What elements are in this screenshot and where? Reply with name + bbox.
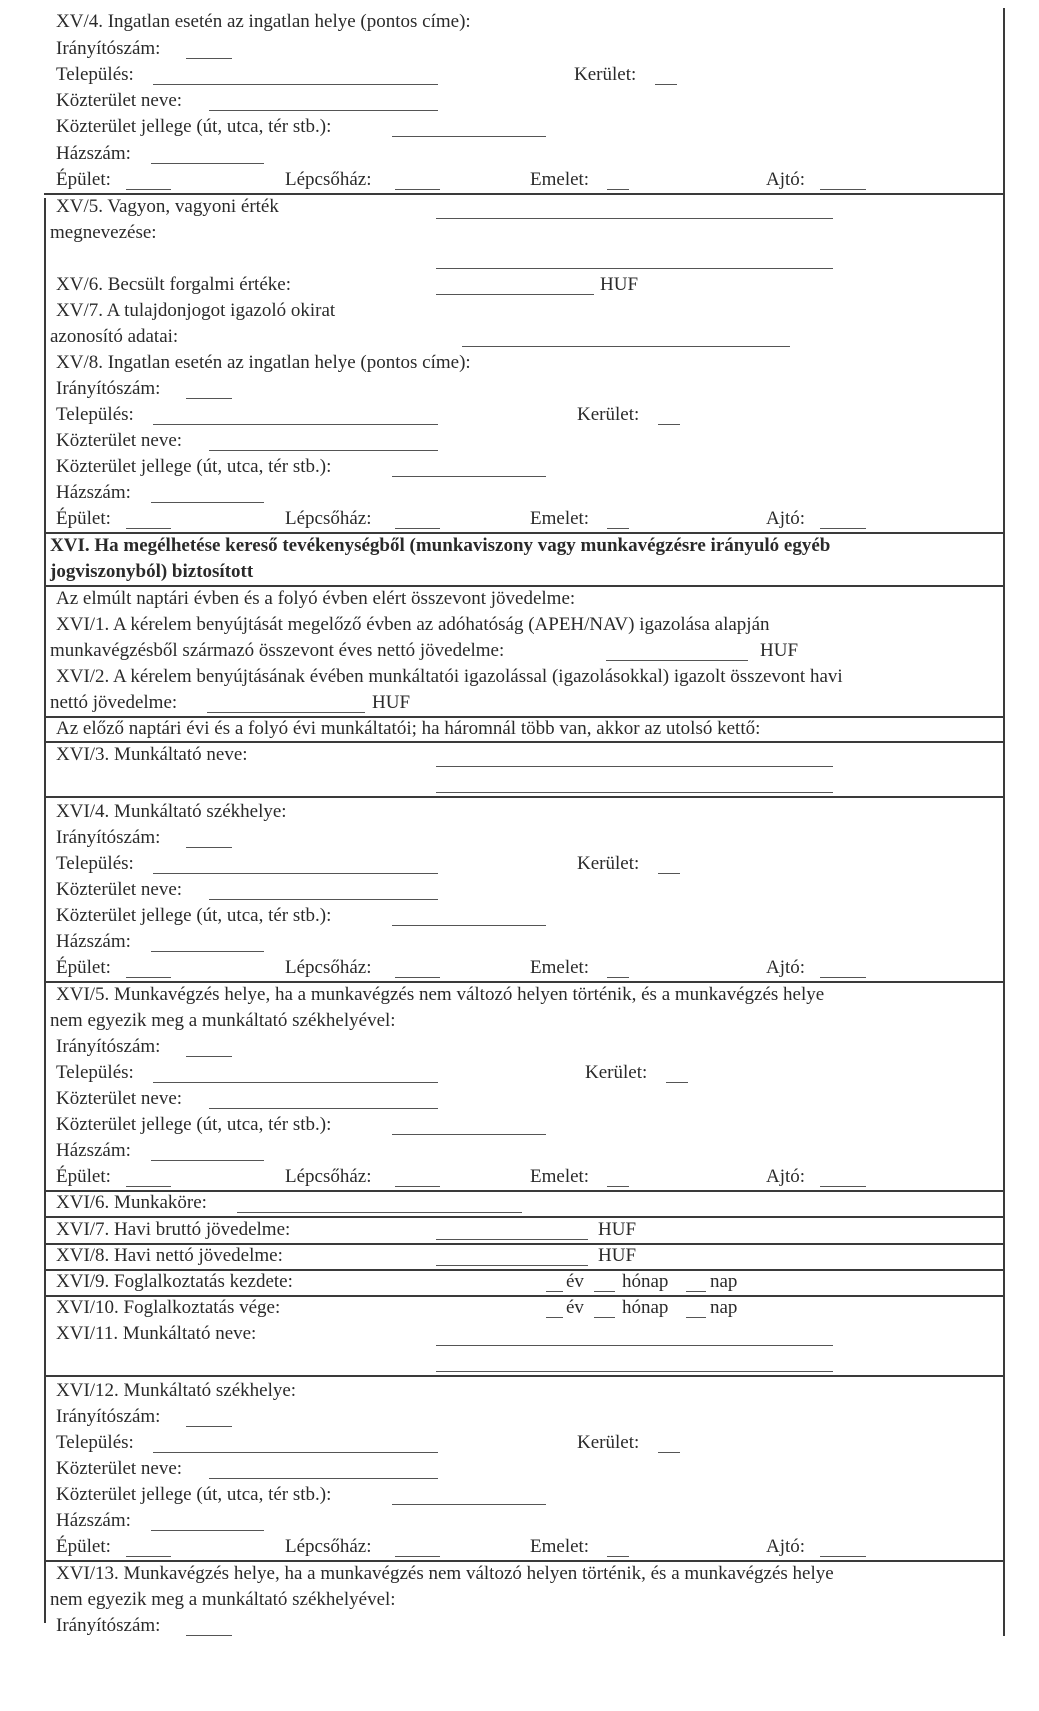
xvi-heading-line1: XVI. Ha megélhetése kereső tevékenységből (munkaviszony vagy munkavégzésre irányuló egyéb (50, 535, 831, 556)
xvi-heading-line2: jogviszonyból) biztosított (50, 561, 254, 582)
xvi1-label-1: XVI/1. A kérelem benyújtását megelőző évben az adóhatóság (APEH/NAV) igazolása alapján (56, 614, 770, 635)
xv5-field-2[interactable] (436, 268, 833, 269)
divider (44, 981, 1005, 983)
xvi9-day-field[interactable] (686, 1291, 706, 1292)
xvi13-title-1: XVI/13. Munkavégzés helye, ha a munkavégzés nem változó helyen történik, és a munkavégzés helye (56, 1563, 834, 1584)
xv4-kerulet-label: Kerület: (574, 64, 637, 85)
xv4-kozterulet-jellege-field[interactable] (392, 136, 546, 137)
xv8-kerulet-field[interactable] (658, 424, 680, 425)
xvi4-kozterulet-neve-label: Közterület neve: (56, 879, 183, 900)
xvi7-label: XVI/7. Havi bruttó jövedelme: (56, 1219, 291, 1240)
xvi8-value-field[interactable] (436, 1265, 588, 1266)
xv8-kerulet-label: Kerület: (577, 404, 640, 425)
xvi12-kozterulet-neve-label: Közterület neve: (56, 1458, 183, 1479)
xv8-irsz-field[interactable] (186, 398, 232, 399)
xv7-field[interactable] (462, 346, 790, 347)
xvi5-irsz-field[interactable] (186, 1056, 232, 1057)
xvi4-telepules-label: Település: (56, 853, 134, 874)
xv8-ajto-label: Ajtó: (766, 508, 806, 529)
income-intro: Az elmúlt naptári évben és a folyó évben elért összevont jövedelme: (56, 588, 576, 609)
divider (44, 1375, 1005, 1377)
xvi10-day-label: nap (710, 1297, 738, 1318)
xvi3-field-1[interactable] (436, 766, 833, 767)
xv4-irsz-field[interactable] (186, 58, 232, 59)
xv8-lepcsohaz-label: Lépcsőház: (285, 508, 372, 529)
employer-intro: Az előző naptári évi és a folyó évi munkáltatói; ha háromnál több van, akkor az utolsó kettő: (56, 718, 761, 739)
xvi5-lepcsohaz-label: Lépcsőház: (285, 1166, 372, 1187)
xvi7-currency: HUF (598, 1219, 637, 1240)
xvi10-year-label: év (566, 1297, 584, 1318)
xv8-emelet-field[interactable] (607, 528, 629, 529)
xvi8-label: XVI/8. Havi nettó jövedelme: (56, 1245, 283, 1266)
xvi12-irsz-field[interactable] (186, 1426, 232, 1427)
xvi4-irsz-label: Irányítószám: (56, 827, 161, 848)
xvi12-lepcsohaz-label: Lépcsőház: (285, 1536, 372, 1557)
xvi5-title-2: nem egyezik meg a munkáltató székhelyével: (50, 1010, 396, 1031)
page-left-border (44, 198, 46, 1623)
xv4-hazszam-label: Házszám: (56, 143, 131, 164)
xvi4-lepcsohaz-field[interactable] (395, 977, 440, 978)
xv4-title: XV/4. Ingatlan esetén az ingatlan helye (pontos címe): (56, 11, 471, 32)
xvi11-field-2[interactable] (436, 1371, 833, 1372)
xvi4-hazszam-field[interactable] (151, 951, 264, 952)
xvi5-hazszam-field[interactable] (151, 1160, 264, 1161)
xvi12-ajto-field[interactable] (820, 1556, 866, 1557)
xvi8-currency: HUF (598, 1245, 637, 1266)
xvi12-hazszam-field[interactable] (151, 1530, 264, 1531)
xv8-telepules-field[interactable] (153, 424, 438, 425)
xvi11-field-1[interactable] (436, 1345, 833, 1346)
xvi12-kerulet-field[interactable] (658, 1452, 680, 1453)
xvi5-lepcsohaz-field[interactable] (395, 1186, 440, 1187)
divider (44, 796, 1005, 798)
xvi4-kozterulet-neve-field[interactable] (209, 899, 438, 900)
xvi4-epulet-field[interactable] (126, 977, 171, 978)
xvi13-title-2: nem egyezik meg a munkáltató székhelyével: (50, 1589, 396, 1610)
xv8-hazszam-field[interactable] (151, 502, 264, 503)
xvi5-ajto-field[interactable] (820, 1186, 866, 1187)
xvi5-emelet-field[interactable] (607, 1186, 629, 1187)
xv8-kozterulet-neve-field[interactable] (209, 450, 438, 451)
xv7-label-2: azonosító adatai: (50, 326, 179, 347)
xvi5-telepules-label: Település: (56, 1062, 134, 1083)
xv8-kozterulet-neve-label: Közterület neve: (56, 430, 183, 451)
xvi5-kerulet-field[interactable] (666, 1082, 688, 1083)
xv6-value-field[interactable] (436, 294, 594, 295)
xvi5-epulet-label: Épület: (56, 1166, 111, 1187)
xv8-title: XV/8. Ingatlan esetén az ingatlan helye (pontos címe): (56, 352, 471, 373)
page-right-border (1003, 8, 1005, 1636)
xvi3-field-2[interactable] (436, 792, 833, 793)
xv8-ajto-field[interactable] (820, 528, 866, 529)
xvi4-lepcsohaz-label: Lépcsőház: (285, 957, 372, 978)
xvi13-irsz-label: Irányítószám: (56, 1615, 161, 1636)
xvi10-year-field[interactable] (546, 1317, 563, 1318)
xv7-label-1: XV/7. A tulajdonjogot igazoló okirat (56, 300, 336, 321)
xvi10-month-field[interactable] (594, 1317, 615, 1318)
xvi5-title-1: XVI/5. Munkavégzés helye, ha a munkavégzés nem változó helyen történik, és a munkavégzés helye (56, 984, 825, 1005)
xvi2-currency: HUF (372, 692, 411, 713)
xvi5-kozterulet-neve-field[interactable] (209, 1108, 438, 1109)
xvi4-telepules-field[interactable] (153, 873, 438, 874)
xv4-kozterulet-neve-field[interactable] (209, 110, 438, 111)
xvi2-value-field[interactable] (207, 712, 365, 713)
xv4-emelet-label: Emelet: (530, 169, 590, 190)
xvi9-label: XVI/9. Foglalkoztatás kezdete: (56, 1271, 293, 1292)
xvi5-kozterulet-jellege-label: Közterület jellege (út, utca, tér stb.): (56, 1114, 332, 1135)
xvi12-irsz-label: Irányítószám: (56, 1406, 161, 1427)
xvi4-irsz-field[interactable] (186, 847, 232, 848)
xvi9-year-field[interactable] (546, 1291, 563, 1292)
xvi9-day-label: nap (710, 1271, 738, 1292)
xv8-emelet-label: Emelet: (530, 508, 590, 529)
xvi5-emelet-label: Emelet: (530, 1166, 590, 1187)
xvi1-currency: HUF (760, 640, 799, 661)
xvi1-value-field[interactable] (606, 660, 748, 661)
xv4-kerulet-field[interactable] (655, 84, 677, 85)
divider (44, 1216, 1005, 1218)
xvi1-label-2: munkavégzésből származó összevont éves nettó jövedelme: (50, 640, 505, 661)
xv4-epulet-field[interactable] (126, 189, 171, 190)
xv8-kozterulet-jellege-field[interactable] (392, 476, 546, 477)
xv8-kozterulet-jellege-label: Közterület jellege (út, utca, tér stb.): (56, 456, 332, 477)
xvi12-emelet-field[interactable] (607, 1556, 629, 1557)
divider (44, 532, 1005, 534)
xv4-telepules-field[interactable] (153, 84, 438, 85)
xv8-epulet-field[interactable] (126, 528, 171, 529)
xv5-label-1: XV/5. Vagyon, vagyoni érték (56, 196, 279, 217)
xvi4-kerulet-field[interactable] (658, 873, 680, 874)
xvi4-title: XVI/4. Munkáltató székhelye: (56, 801, 287, 822)
xvi12-ajto-label: Ajtó: (766, 1536, 806, 1557)
xv8-telepules-label: Település: (56, 404, 134, 425)
xv8-irsz-label: Irányítószám: (56, 378, 161, 399)
xvi9-month-field[interactable] (594, 1291, 615, 1292)
xvi10-label: XVI/10. Foglalkoztatás vége: (56, 1297, 281, 1318)
divider (44, 193, 1005, 195)
xv4-telepules-label: Település: (56, 64, 134, 85)
divider (44, 585, 1005, 587)
xvi11-label: XVI/11. Munkáltató neve: (56, 1323, 257, 1344)
divider (44, 1560, 1005, 1562)
xvi5-telepules-field[interactable] (153, 1082, 438, 1083)
xvi4-emelet-field[interactable] (607, 977, 629, 978)
xv6-currency: HUF (600, 274, 639, 295)
xv8-epulet-label: Épület: (56, 508, 111, 529)
xv6-label: XV/6. Becsült forgalmi értéke: (56, 274, 291, 295)
xvi12-kozterulet-jellege-field[interactable] (392, 1504, 546, 1505)
xvi5-epulet-field[interactable] (126, 1186, 171, 1187)
xvi3-label: XVI/3. Munkáltató neve: (56, 744, 248, 765)
xvi6-field[interactable] (237, 1212, 522, 1213)
xvi12-emelet-label: Emelet: (530, 1536, 590, 1557)
xv4-hazszam-field[interactable] (151, 163, 264, 164)
divider (44, 741, 1005, 743)
xvi10-month-label: hónap (622, 1297, 669, 1318)
xvi4-ajto-label: Ajtó: (766, 957, 806, 978)
xvi4-epulet-label: Épület: (56, 957, 111, 978)
xv4-lepcsohaz-label: Lépcsőház: (285, 169, 372, 190)
xvi7-value-field[interactable] (436, 1239, 588, 1240)
xvi5-kozterulet-jellege-field[interactable] (392, 1134, 546, 1135)
xvi5-kerulet-label: Kerület: (585, 1062, 648, 1083)
xv5-field-1[interactable] (436, 218, 833, 219)
xv4-ajto-field[interactable] (820, 189, 866, 190)
xvi4-kozterulet-jellege-field[interactable] (392, 925, 546, 926)
xvi5-kozterulet-neve-label: Közterület neve: (56, 1088, 183, 1109)
xvi12-epulet-field[interactable] (126, 1556, 171, 1557)
xvi4-emelet-label: Emelet: (530, 957, 590, 978)
xvi4-kerulet-label: Kerület: (577, 853, 640, 874)
xvi12-lepcsohaz-field[interactable] (395, 1556, 440, 1557)
xvi5-irsz-label: Irányítószám: (56, 1036, 161, 1057)
xv4-irsz-label: Irányítószám: (56, 38, 161, 59)
xvi12-telepules-label: Település: (56, 1432, 134, 1453)
xvi13-irsz-field[interactable] (186, 1635, 232, 1636)
xv4-emelet-field[interactable] (607, 189, 629, 190)
xv8-hazszam-label: Házszám: (56, 482, 131, 503)
xvi12-kozterulet-jellege-label: Közterület jellege (út, utca, tér stb.): (56, 1484, 332, 1505)
xvi12-kerulet-label: Kerület: (577, 1432, 640, 1453)
xv4-kozterulet-neve-label: Közterület neve: (56, 90, 183, 111)
xvi4-hazszam-label: Házszám: (56, 931, 131, 952)
xvi9-month-label: hónap (622, 1271, 669, 1292)
xvi10-day-field[interactable] (686, 1317, 706, 1318)
xv8-lepcsohaz-field[interactable] (395, 528, 440, 529)
xvi12-title: XVI/12. Munkáltató székhelye: (56, 1380, 297, 1401)
xv4-kozterulet-jellege-label: Közterület jellege (út, utca, tér stb.): (56, 116, 332, 137)
xvi6-label: XVI/6. Munkaköre: (56, 1192, 207, 1213)
xvi12-kozterulet-neve-field[interactable] (209, 1478, 438, 1479)
xvi2-label-2: nettó jövedelme: (50, 692, 178, 713)
xvi4-kozterulet-jellege-label: Közterület jellege (út, utca, tér stb.): (56, 905, 332, 926)
xv4-epulet-label: Épület: (56, 169, 111, 190)
xv4-lepcsohaz-field[interactable] (395, 189, 440, 190)
xvi5-ajto-label: Ajtó: (766, 1166, 806, 1187)
xvi12-hazszam-label: Házszám: (56, 1510, 131, 1531)
xvi2-label-1: XVI/2. A kérelem benyújtásának évében munkáltatói igazolással (igazolásokkal) igazolt összevont havi (56, 666, 843, 687)
xvi12-telepules-field[interactable] (153, 1452, 438, 1453)
xvi12-epulet-label: Épület: (56, 1536, 111, 1557)
xv5-label-2: megnevezése: (50, 222, 157, 243)
xvi5-hazszam-label: Házszám: (56, 1140, 131, 1161)
xvi9-year-label: év (566, 1271, 584, 1292)
xvi4-ajto-field[interactable] (820, 977, 866, 978)
xv4-ajto-label: Ajtó: (766, 169, 806, 190)
